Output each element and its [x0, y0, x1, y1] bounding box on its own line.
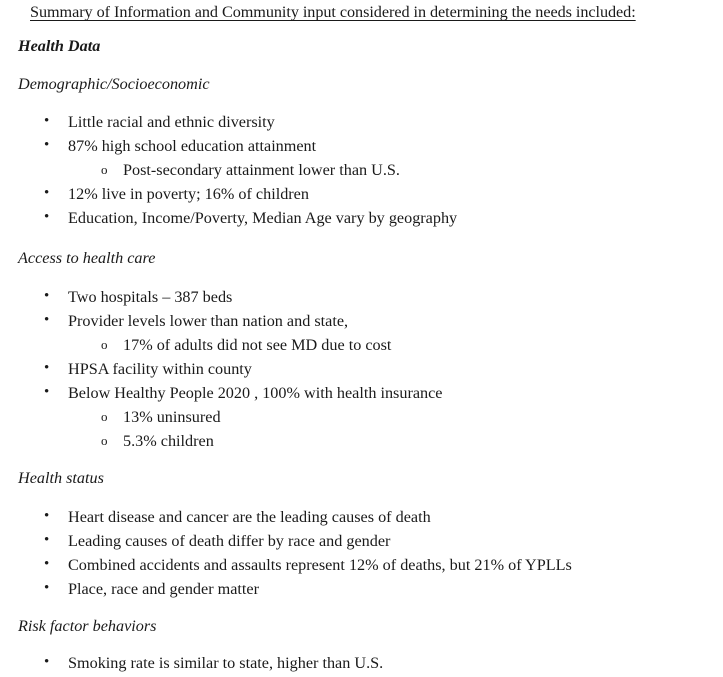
disc-bullet-icon: • — [44, 113, 50, 129]
disc-bullet-icon: • — [44, 654, 50, 670]
disc-bullet-icon: • — [44, 209, 50, 225]
list-item-text: Place, race and gender matter — [68, 580, 259, 598]
list-item-text: Little racial and ethnic diversity — [68, 113, 275, 131]
disc-bullet-icon: • — [44, 580, 50, 596]
disc-bullet-icon: • — [44, 185, 50, 201]
list-item — [0, 577, 723, 601]
disc-bullet-icon: • — [44, 288, 50, 304]
disc-bullet-icon: • — [44, 508, 50, 524]
disc-bullet-icon: • — [44, 532, 50, 548]
bullet-list — [0, 110, 723, 230]
list-item — [0, 134, 723, 158]
bullet-list — [0, 505, 723, 601]
bullet-list — [0, 285, 723, 453]
major-heading-health-data: Health Data — [18, 37, 101, 55]
list-item-text: Post-secondary attainment lower than U.S. — [123, 161, 400, 179]
list-item — [0, 333, 723, 357]
list-item — [0, 553, 723, 577]
list-item-text: 87% high school education attainment — [68, 137, 317, 155]
list-item — [0, 309, 723, 333]
list-item — [0, 182, 723, 206]
list-item-text: Combined accidents and assaults represent 12% of deaths, but 21% of YPLLs — [68, 556, 572, 574]
list-item-text: Heart disease and cancer are the leading causes of death — [68, 508, 431, 526]
list-item-text: Education, Income/Poverty, Median Age vary by geography — [68, 209, 458, 227]
list-item-text: 12% live in poverty; 16% of children — [68, 185, 309, 203]
disc-bullet-icon: • — [44, 556, 50, 572]
section-heading: Risk factor behaviors — [18, 617, 157, 635]
list-item-text: Smoking rate is similar to state, higher than U.S. — [68, 654, 384, 672]
list-item — [0, 110, 723, 134]
list-item — [0, 651, 723, 675]
list-item-text: 17% of adults did not see MD due to cost — [123, 336, 392, 354]
list-item-text: 13% uninsured — [123, 408, 221, 426]
disc-bullet-icon: • — [44, 137, 50, 153]
list-item — [0, 357, 723, 381]
disc-bullet-icon: • — [44, 360, 50, 376]
list-item-text: Below Healthy People 2020 , 100% with health insurance — [68, 384, 443, 402]
disc-bullet-icon: • — [44, 384, 50, 400]
list-item-text: Leading causes of death differ by race and gender — [68, 532, 391, 550]
list-item — [0, 158, 723, 182]
circle-bullet-icon: o — [101, 162, 108, 177]
page-title: Summary of Information and Community input considered in determining the needs included: — [30, 3, 636, 21]
list-item — [0, 529, 723, 553]
list-item-text: Two hospitals – 387 beds — [68, 288, 233, 306]
list-item — [0, 505, 723, 529]
section-heading: Access to health care — [18, 249, 156, 267]
disc-bullet-icon: • — [44, 312, 50, 328]
list-item — [0, 429, 723, 453]
section-heading: Health status — [18, 469, 104, 487]
list-item — [0, 405, 723, 429]
list-item-text: Provider levels lower than nation and state, — [68, 312, 349, 330]
list-item — [0, 381, 723, 405]
circle-bullet-icon: o — [101, 337, 108, 352]
list-item — [0, 285, 723, 309]
list-item-text: HPSA facility within county — [68, 360, 252, 378]
circle-bullet-icon: o — [101, 433, 108, 448]
list-item — [0, 206, 723, 230]
section-heading: Demographic/Socioeconomic — [18, 75, 210, 93]
bullet-list — [0, 651, 723, 675]
circle-bullet-icon: o — [101, 409, 108, 424]
list-item-text: 5.3% children — [123, 432, 214, 450]
